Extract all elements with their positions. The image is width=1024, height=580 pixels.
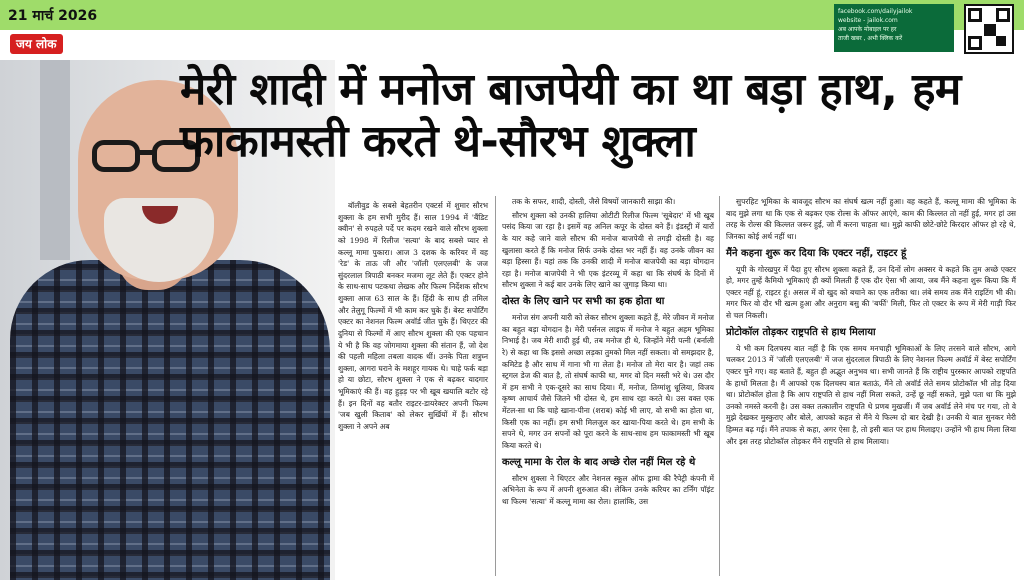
subheading: दोस्त के लिए खाने पर सभी का हक होता था (502, 296, 665, 307)
qr-code-icon (964, 4, 1014, 54)
article-paragraph: सौरभ शुक्ला को उनकी हालिया ओटीटी रिलीज फिल्म 'सूबेदार' में भी खूब पसंद किया जा रहा है। इसमें वह अनिल कपूर के दोस्त बने हैं। इंडस्ट्री में यारों के यार कहे जाने वाले सौरभ की मनोज बाजपेयी से तगड़ी दोस्ती है। वह खुलासा करते हैं कि मनोज सिर्फ उनके दोस्त भर नहीं हैं। वह उनके जीवन का बड़ा हिस्सा हैं। यहां तक कि उनकी शादी में मनोज बाजपेयी का बड़ा योगदान रहा है। मनोज बाजपेयी ने भी एक इंटरव्यू में कहा था कि संघर्ष के दिनों में सौरभ शुक्ला ने कई बार उनके लिए खाने का जुगाड़ किया था। (502, 210, 714, 290)
promo-line: facebook.com/dailyjailok (838, 8, 913, 15)
page-headline: मेरी शादी में मनोज बाजपेयी का था बड़ा हाथ, हम फाकामस्ती करते थे-सौरभ शुक्ला (180, 64, 961, 167)
promo-line: ताजी खबर , अभी क्लिक करें (838, 35, 903, 42)
subheading: मैंने कहना शुरू कर दिया कि एक्टर नहीं, राइटर हूं (726, 247, 907, 259)
column-divider (719, 196, 720, 576)
article-paragraph: यूपी के गोरखपुर में पैदा हुए सौरभ शुक्ला कहते हैं, उन दिनों लोग अक्सर ये कहते कि तुम अच्छे एक्टर हो, मगर तुम्हें कैमियो भूमिकाएं ही क्यों मिलती हैं एक दौर ऐसा भी आया, जब मैंने कहना शुरू किया कि मैं एक्टर नहीं हूं, राइटर हूं। असल में वो खुद को बचाने का एक तरीका था। लंबे समय तक मैंने राइटिंग भी की। मगर फिर वो दौर भी खत्म हुआ और अनुराग बसु की 'बर्फी' मिली, फिर तो एक्टर के रूप में मेरी गाड़ी फिर से चल निकली। (726, 264, 1016, 320)
masthead (0, 0, 1024, 58)
subheading: कल्लू मामा के रोल के बाद अच्छे रोल नहीं मिल रहे थे (502, 456, 696, 468)
article-paragraph: सुपरहिट भूमिका के बावजूद सौरभ का संघर्ष खत्म नहीं हुआ। वह कहते हैं, कल्लू मामा की भूमिका के बाद मुझे लगा था कि एक से बढ़कर एक रोल्स के ऑफर आएंगे, काम की किल्लत तो नहीं हुई, मगर हां उस तरह के रोल्स की किल्लत जरूर हुई, जो मैं करना चाहता था। मुझे काफी छोटे-छोटे किरदार ऑफर हो रहे थे, जिनका कोई अर्थ नहीं था। (726, 197, 1016, 241)
subheading: प्रोटोकॉल तोड़कर राष्ट्रपति से हाथ मिलाया (726, 326, 876, 338)
article-paragraph: बॉलीवुड के सबसे बेहतरीन एक्टर्स में शुमार सौरभ शुक्ला के हम सभी मुरीद हैं। साल 1994 में 'बैंडिट क्वीन' से रुपहले पर्दे पर कदम रखने वाले सौरभ शुक्ला को 1998 में रिलीज 'सत्या' के बाद सबसे प्यार से कल्लू मामा पुकारा। आज 3 दशक के करियर में वह 'रेड' के ताऊ जी और 'जॉली एलएलबी' के जज सुंदरलाल त्रिपाठी बनकर मजमा लूट लेते हैं। एक्टर होने के साथ-साथ पटकथा लेखक और फिल्म निर्देशक सौरभ शुक्ला आज 63 साल के हैं। हिंदी के साथ ही तमिल और तेलुगू फिल्मों में भी काम कर चुके हैं। बेस्ट सपोर्टिंग एक्टर का नेशनल फिल्म अवॉर्ड जीत चुके हैं। थिएटर की दुनिया से फिल्मों में आए सौरभ शुक्ला की एक पहचान ये भी है कि वह जोगमाया शुक्ला की संतान हैं, जो देश की पहली महिला तबला वादक थीं। उनके पिता शत्रुघ्न शुक्ला, आगरा घराने के मशहूर गायक थे। चाहे फर्क बड़ा हो या छोटा, सौरभ शुक्ला ने एक से बढ़कर यादगार भूमिकाएं की हैं। वह हुड़ड़ पर भी खूब खयालि बटोर रहे हैं। इन दिनों वह बतौर राइटर-डायरेक्टर अपनी फिल्म 'जब खुली किताब' को लेकर सुर्खियों में हैं। सौरभ शुक्ला ने अपने अब (338, 201, 488, 431)
promo-box (834, 4, 954, 52)
issue-date: 21 मार्च 2026 (8, 8, 98, 24)
article-paragraph: तक के सफर, शादी, दोस्ती, जैसे विषयों जानकारी साझा की। (512, 197, 676, 206)
newspaper-logo: जय लोक (10, 34, 63, 54)
promo-line: अब आपके मोबाइल पर हर (838, 26, 897, 33)
article-column-1 (338, 200, 488, 435)
article-column-3 (726, 196, 1016, 449)
article-column-2 (502, 196, 714, 509)
promo-line: website - jailok.com (838, 17, 898, 24)
article-paragraph: मनोज संग अपनी यारी को लेकर सौरभ शुक्ला कहते हैं, मेरे जीवन में मनोज का बहुत बड़ा योगदान है। मेरी पर्सनल लाइफ में मनोज ने बहुत अहम भूमिका निभाई है। जब मेरी शादी हुई थी, तब मनोज ही थे, जिन्होंने मेरी पत्नी (बर्नाली रे) से कहा था कि इससे अच्छा लड़का तुमको मिल नहीं सकता। वो समझदार है, कमिटेड है और साथ में गाना भी गा लेता है। मनोज तो मेरा यार है। जहां तक स्ट्रगल डेज की बात है, तो संघर्ष काफी था, मगर वो दिन मस्ती भरे थे। उस दौर में हम सभी ने एक-दूसरे का साथ दिया। मैं, मनोज, तिग्मांशु धूलिया, विजय कृष्ण आचार्य जैसे जितने भी दोस्त थे, हम साथ रहा करते थे। उस वक्त एक मेंटल-सा था कि चाहे खाना-पीना (शराब) कोई भी लाए, वो सभी का होता था, किसी एक का नहीं। हम सभी मिलजुल कर खाया-पिया करते थे। हम सभी के सपने थे, मगर उन सपनों को पूरा करने के साथ-साथ हम फाकामस्ती भी खूब किया करते थे। (502, 313, 714, 450)
column-divider (495, 196, 496, 576)
article-paragraph: ये भी कम दिलचस्प बात नहीं है कि एक समय मनचाही भूमिकाओं के लिए तरसने वाले सौरभ, आगे चलकर 2013 में 'जॉली एलएलबी' में जज सुंदरलाल त्रिपाठी के लिए नेशनल फिल्म अवॉर्ड में बेस्ट सपोर्टिंग एक्टर चुने गए। वह बताते हैं, बहुत ही अद्भुत अनुभव था। सभी जानते हैं कि राष्ट्रीय पुरस्कार आपको राष्ट्रपति के हाथों मिलता है। मैं आपको एक दिलचस्प बात बताऊं, मैंने तो अवॉर्ड लेते समय प्रोटोकॉल भी तोड़ दिया था। प्रोटोकॉल होता है कि आप राष्ट्रपति से हाथ नहीं मिला सकते, उन्हें छू नहीं सकते, मुझे पता था कि मुझे उनको नमस्ते करनी है। उस वक्त तत्कालीन राष्ट्रपति थे प्रणब मुखर्जी। मैं जब अवॉर्ड लेने मंच पर गया, तो वे मुझे देखकर मुस्कुराए और बोले, आपको कहत से मैंने ये फिल्म दो बार देखी है। उनकी ये बात सुनकर मेरी हिम्मत बढ़ गई। मैंने तपाक से कहा, अगर ऐसा है, तो इसी बात पर हाथ मिलाइए। उन्होंने भी हाथ मिला लिया और इस तरह प्रोटोकॉल तोड़कर मैंने राष्ट्रपति से हाथ मिलाया। (726, 343, 1016, 446)
article-paragraph: सौरभ शुक्ला ने थिएटर और नेशनल स्कूल ऑफ ड्रामा की रैपेट्री कंपनी में अभिनेता के रूप में अपनी शुरुआत की। लेकिन उनके करियर का टर्निंग पॉइंट था फिल्म 'सत्या' में कल्लू मामा का रोल। हालांकि, उस (502, 473, 714, 506)
